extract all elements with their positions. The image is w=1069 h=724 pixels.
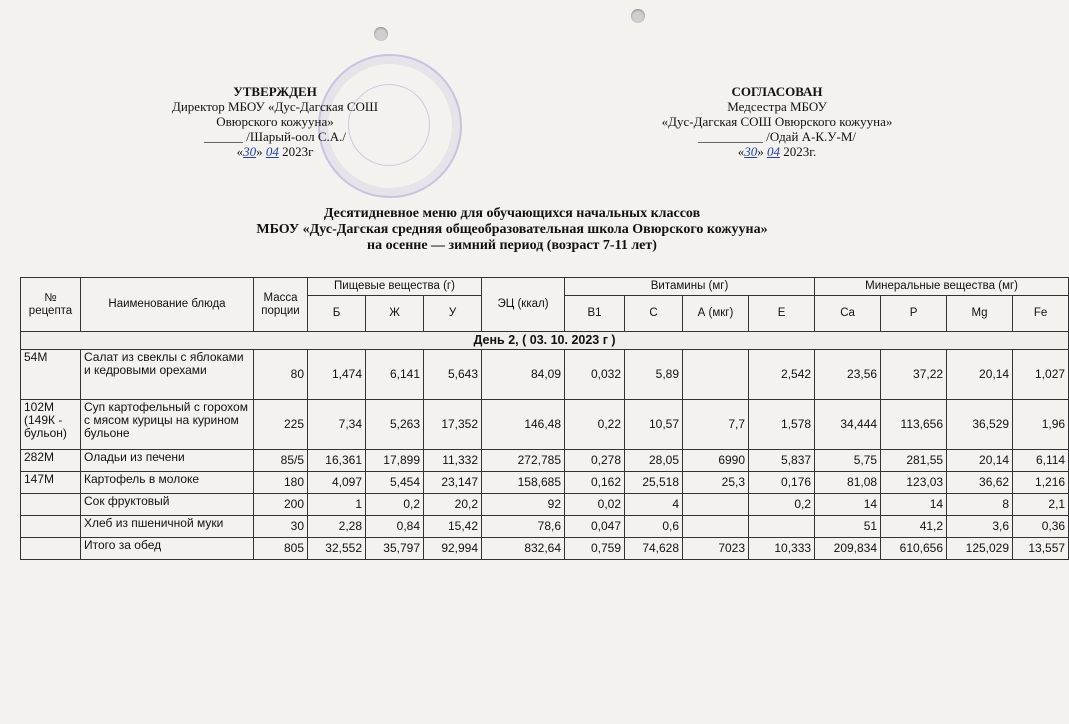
cell-mg: 20,14 bbox=[947, 350, 1013, 400]
cell-ca: 81,08 bbox=[815, 472, 881, 494]
cell-e: 10,333 bbox=[749, 538, 815, 560]
cell-dish: Хлеб из пшеничной муки bbox=[81, 516, 254, 538]
cell-zh: 5,454 bbox=[366, 472, 424, 494]
agreement-date-open: « bbox=[737, 144, 745, 159]
cell-dish: Салат из свеклы с яблоками и кедровыми орехами bbox=[81, 350, 254, 400]
cell-ca: 209,834 bbox=[815, 538, 881, 560]
table-row bbox=[21, 494, 1069, 516]
agreement-signature-blank: __________ bbox=[697, 129, 763, 144]
table-row bbox=[21, 538, 1069, 560]
cell-recipe: 147М bbox=[21, 472, 81, 494]
approval-date-mid: » bbox=[256, 144, 263, 159]
punch-hole-right bbox=[631, 9, 645, 23]
cell-zh: 6,141 bbox=[366, 350, 424, 400]
cell-a bbox=[683, 494, 749, 516]
header-u: У bbox=[424, 296, 482, 332]
cell-b: 4,097 bbox=[308, 472, 366, 494]
cell-c: 25,518 bbox=[625, 472, 683, 494]
agreement-signature-line bbox=[612, 129, 942, 144]
agreement-date bbox=[612, 144, 942, 159]
header-energy: ЭЦ (ккал) bbox=[482, 278, 565, 332]
header-e: E bbox=[749, 296, 815, 332]
approval-line1: Директор МБОУ «Дус-Дагская СОШ bbox=[171, 99, 379, 114]
approval-signature-blank: ______ bbox=[203, 129, 243, 144]
header-b: Б bbox=[308, 296, 366, 332]
title-line3: на осенне — зимний период (возраст 7-11 лет) bbox=[367, 238, 657, 253]
header-ca: Ca bbox=[815, 296, 881, 332]
header-minerals: Минеральные вещества (мг) bbox=[815, 278, 1069, 296]
cell-recipe: 282М bbox=[21, 450, 81, 472]
day-header: День 2, ( 03. 10. 2023 г ) bbox=[21, 332, 1069, 350]
cell-u: 5,643 bbox=[424, 350, 482, 400]
cell-p: 123,03 bbox=[881, 472, 947, 494]
approval-date-open: « bbox=[236, 144, 244, 159]
header-p: P bbox=[881, 296, 947, 332]
cell-dish: Оладьи из печени bbox=[81, 450, 254, 472]
cell-b1: 0,047 bbox=[565, 516, 625, 538]
cell-fe: 1,216 bbox=[1013, 472, 1069, 494]
cell-zh: 35,797 bbox=[366, 538, 424, 560]
agreement-title: СОГЛАСОВАН bbox=[731, 84, 823, 99]
cell-dish: Картофель в молоке bbox=[81, 472, 254, 494]
cell-a bbox=[683, 350, 749, 400]
cell-b: 2,28 bbox=[308, 516, 366, 538]
cell-b: 1,474 bbox=[308, 350, 366, 400]
header-recipe: № рецепта bbox=[21, 278, 81, 332]
cell-zh: 5,263 bbox=[366, 400, 424, 450]
cell-p: 281,55 bbox=[881, 450, 947, 472]
punch-hole-left bbox=[374, 27, 388, 41]
header-mass: Масса порции bbox=[254, 278, 308, 332]
cell-zh: 0,84 bbox=[366, 516, 424, 538]
document-title bbox=[0, 206, 1024, 254]
cell-p: 113,656 bbox=[881, 400, 947, 450]
agreement-line1: Медсестра МБОУ bbox=[727, 99, 827, 114]
cell-energy: 78,6 bbox=[482, 516, 565, 538]
cell-recipe bbox=[21, 494, 81, 516]
header-b1: B1 bbox=[565, 296, 625, 332]
cell-b1: 0,278 bbox=[565, 450, 625, 472]
approval-date bbox=[140, 144, 410, 159]
header-fe: Fe bbox=[1013, 296, 1069, 332]
cell-u: 20,2 bbox=[424, 494, 482, 516]
cell-mass: 200 bbox=[254, 494, 308, 516]
agreement-block bbox=[612, 84, 942, 159]
cell-b1: 0,02 bbox=[565, 494, 625, 516]
cell-p: 610,656 bbox=[881, 538, 947, 560]
approval-date-year: 2023г bbox=[282, 144, 314, 159]
approval-block bbox=[140, 84, 410, 159]
header-zh: Ж bbox=[366, 296, 424, 332]
header-c: C bbox=[625, 296, 683, 332]
cell-fe: 6,114 bbox=[1013, 450, 1069, 472]
agreement-signatory: /Одай А-К.У-М/ bbox=[766, 129, 856, 144]
cell-dish: Сок фруктовый bbox=[81, 494, 254, 516]
cell-c: 28,05 bbox=[625, 450, 683, 472]
cell-c: 4 bbox=[625, 494, 683, 516]
cell-recipe: 54М bbox=[21, 350, 81, 400]
header-a: А (мкг) bbox=[683, 296, 749, 332]
cell-u: 15,42 bbox=[424, 516, 482, 538]
cell-b: 7,34 bbox=[308, 400, 366, 450]
cell-ca: 5,75 bbox=[815, 450, 881, 472]
cell-recipe bbox=[21, 538, 81, 560]
table-row bbox=[21, 400, 1069, 450]
cell-mg: 3,6 bbox=[947, 516, 1013, 538]
cell-mass: 180 bbox=[254, 472, 308, 494]
cell-b: 1 bbox=[308, 494, 366, 516]
cell-e: 5,837 bbox=[749, 450, 815, 472]
agreement-line2: «Дус-Дагская СОШ Овюрского кожууна» bbox=[661, 114, 893, 129]
cell-u: 23,147 bbox=[424, 472, 482, 494]
cell-u: 11,332 bbox=[424, 450, 482, 472]
cell-mass: 30 bbox=[254, 516, 308, 538]
cell-mass: 85/5 bbox=[254, 450, 308, 472]
cell-fe: 2,1 bbox=[1013, 494, 1069, 516]
cell-c: 5,89 bbox=[625, 350, 683, 400]
approval-signature-line bbox=[140, 129, 410, 144]
cell-energy: 158,685 bbox=[482, 472, 565, 494]
title-line1: Десятидневное меню для обучающихся начальных классов bbox=[323, 206, 701, 221]
header-dish: Наименование блюда bbox=[81, 278, 254, 332]
table-row bbox=[21, 350, 1069, 400]
cell-a: 6990 bbox=[683, 450, 749, 472]
cell-dish: Итого за обед bbox=[81, 538, 254, 560]
header-vitamins: Витамины (мг) bbox=[565, 278, 815, 296]
table-row bbox=[21, 472, 1069, 494]
cell-e: 2,542 bbox=[749, 350, 815, 400]
cell-energy: 146,48 bbox=[482, 400, 565, 450]
table-row bbox=[21, 450, 1069, 472]
cell-b1: 0,162 bbox=[565, 472, 625, 494]
cell-b1: 0,22 bbox=[565, 400, 625, 450]
cell-u: 17,352 bbox=[424, 400, 482, 450]
cell-ca: 14 bbox=[815, 494, 881, 516]
cell-a: 7,7 bbox=[683, 400, 749, 450]
approval-signatory: /Шарый-оол С.А./ bbox=[246, 129, 346, 144]
cell-mass: 225 bbox=[254, 400, 308, 450]
cell-mg: 20,14 bbox=[947, 450, 1013, 472]
cell-c: 74,628 bbox=[625, 538, 683, 560]
cell-p: 37,22 bbox=[881, 350, 947, 400]
cell-energy: 84,09 bbox=[482, 350, 565, 400]
header-nutrients: Пищевые вещества (г) bbox=[308, 278, 482, 296]
cell-recipe bbox=[21, 516, 81, 538]
cell-zh: 0,2 bbox=[366, 494, 424, 516]
cell-fe: 13,557 bbox=[1013, 538, 1069, 560]
cell-c: 10,57 bbox=[625, 400, 683, 450]
cell-e bbox=[749, 516, 815, 538]
agreement-date-month: 04 bbox=[766, 144, 780, 159]
cell-c: 0,6 bbox=[625, 516, 683, 538]
cell-a: 25,3 bbox=[683, 472, 749, 494]
cell-p: 41,2 bbox=[881, 516, 947, 538]
cell-energy: 832,64 bbox=[482, 538, 565, 560]
cell-p: 14 bbox=[881, 494, 947, 516]
agreement-date-day: 30 bbox=[744, 144, 758, 159]
approval-title: УТВЕРЖДЕН bbox=[233, 84, 317, 99]
cell-a: 7023 bbox=[683, 538, 749, 560]
cell-b: 16,361 bbox=[308, 450, 366, 472]
cell-fe: 0,36 bbox=[1013, 516, 1069, 538]
cell-ca: 34,444 bbox=[815, 400, 881, 450]
cell-dish: Суп картофельный с горохом с мясом курицы на курином бульоне bbox=[81, 400, 254, 450]
approval-date-month: 04 bbox=[265, 144, 279, 159]
cell-fe: 1,027 bbox=[1013, 350, 1069, 400]
cell-e: 1,578 bbox=[749, 400, 815, 450]
cell-fe: 1,96 bbox=[1013, 400, 1069, 450]
cell-u: 92,994 bbox=[424, 538, 482, 560]
cell-zh: 17,899 bbox=[366, 450, 424, 472]
cell-ca: 23,56 bbox=[815, 350, 881, 400]
cell-a bbox=[683, 516, 749, 538]
cell-e: 0,176 bbox=[749, 472, 815, 494]
table-row bbox=[21, 516, 1069, 538]
cell-b1: 0,032 bbox=[565, 350, 625, 400]
cell-b1: 0,759 bbox=[565, 538, 625, 560]
agreement-date-year: 2023г. bbox=[783, 144, 817, 159]
cell-energy: 272,785 bbox=[482, 450, 565, 472]
approval-line2: Овюрского кожууна» bbox=[216, 114, 334, 129]
cell-mg: 36,62 bbox=[947, 472, 1013, 494]
title-line2: МБОУ «Дус-Дагская средняя общеобразовательная школа Овюрского кожууна» bbox=[256, 222, 768, 237]
cell-e: 0,2 bbox=[749, 494, 815, 516]
approval-date-day: 30 bbox=[243, 144, 257, 159]
header-mg: Mg bbox=[947, 296, 1013, 332]
cell-energy: 92 bbox=[482, 494, 565, 516]
cell-ca: 51 bbox=[815, 516, 881, 538]
agreement-date-mid: » bbox=[757, 144, 764, 159]
cell-mg: 36,529 bbox=[947, 400, 1013, 450]
cell-mass: 80 bbox=[254, 350, 308, 400]
cell-mg: 8 bbox=[947, 494, 1013, 516]
cell-mg: 125,029 bbox=[947, 538, 1013, 560]
cell-b: 32,552 bbox=[308, 538, 366, 560]
cell-recipe: 102М (149К - бульон) bbox=[21, 400, 81, 450]
cell-mass: 805 bbox=[254, 538, 308, 560]
menu-table bbox=[20, 277, 1069, 560]
